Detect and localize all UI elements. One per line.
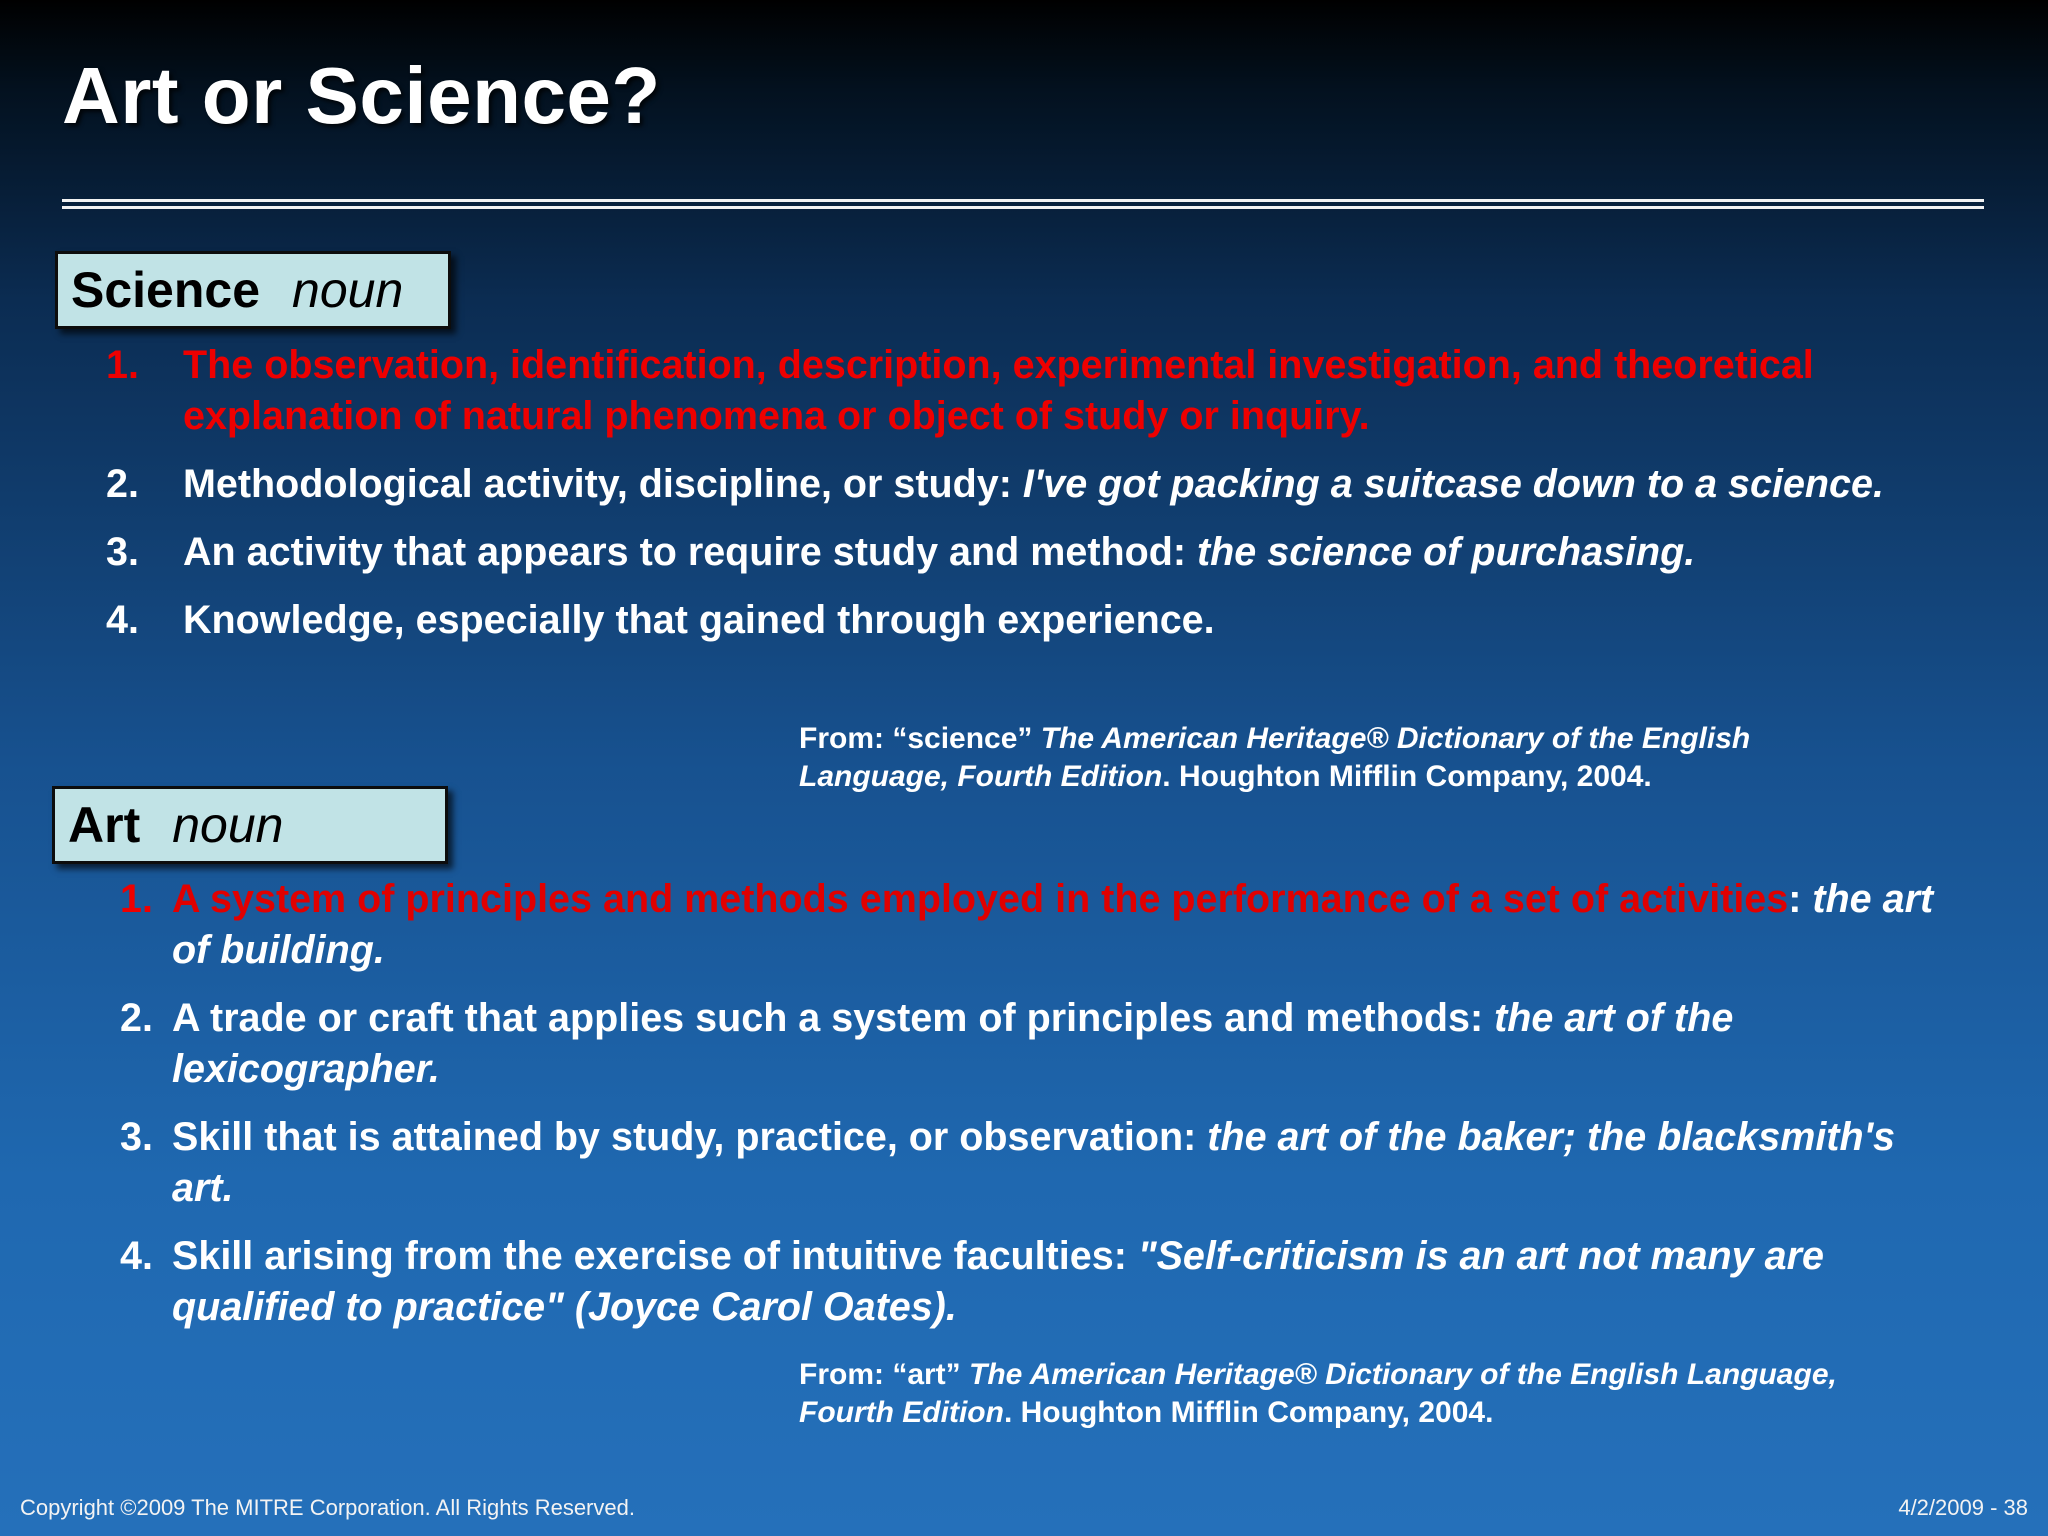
citation-prefix: From: “art”	[799, 1358, 970, 1391]
slide-title: Art or Science?	[62, 51, 661, 140]
art-citation	[799, 1356, 1899, 1432]
definition-number: 1.	[106, 343, 139, 387]
art-term-word: Art	[68, 797, 141, 853]
art-definitions-list	[120, 874, 1940, 1350]
definition-text: Skill that is attained by study, practice, or observation:	[172, 1115, 1208, 1159]
definition-number: 1.	[120, 877, 153, 921]
art-term-part-of-speech: noun	[172, 797, 284, 853]
citation-suffix: . Houghton Mifflin Company, 2004.	[1162, 760, 1652, 793]
definition-number: 3.	[106, 530, 139, 574]
citation-source: The American Heritage® Dictionary of the English Language, Fourth Edition	[799, 1358, 1837, 1429]
definition-text: Methodological activity, discipline, or study:	[183, 462, 1023, 506]
citation-source: The American Heritage® Dictionary of the English Language, Fourth Edition	[799, 722, 1751, 793]
copyright-notice: Copyright ©2009 The MITRE Corporation. All Rights Reserved.	[20, 1495, 635, 1520]
definition-text: Skill arising from the exercise of intuitive faculties:	[172, 1234, 1138, 1278]
slide-date-page-number: 4/2/2009 - 38	[1898, 1495, 2028, 1520]
art-definition-1	[120, 874, 1940, 976]
definition-number: 2.	[106, 462, 139, 506]
definition-number: 4.	[106, 598, 139, 642]
science-term-box	[55, 251, 451, 329]
definition-text: A system of principles and methods employed in the performance of a set of activities	[172, 877, 1789, 921]
science-definition-1	[106, 340, 1926, 442]
science-definitions-list	[106, 340, 1926, 663]
title-divider-bottom	[62, 206, 1984, 209]
science-term-part-of-speech: noun	[292, 262, 404, 318]
science-term-word: Science	[71, 262, 261, 318]
art-definition-2	[120, 993, 1940, 1095]
definition-number: 2.	[120, 996, 153, 1040]
art-definition-3	[120, 1112, 1940, 1214]
definition-number: 3.	[120, 1115, 153, 1159]
citation-suffix: . Houghton Mifflin Company, 2004.	[1003, 1396, 1494, 1429]
definition-example: the art of the lexicographer.	[172, 996, 1734, 1091]
art-definition-4	[120, 1231, 1940, 1333]
definition-example: the science of purchasing.	[1197, 530, 1696, 574]
definition-number: 4.	[120, 1234, 153, 1278]
definition-text: An activity that appears to require study and method:	[183, 530, 1198, 574]
science-citation	[799, 720, 1899, 796]
definition-separator: :	[1788, 877, 1813, 921]
science-definition-2	[106, 459, 1926, 510]
definition-text: A trade or craft that applies such a system of principles and methods:	[172, 996, 1495, 1040]
definition-text: Knowledge, especially that gained through experience.	[183, 598, 1215, 642]
definition-example: "Self-criticism is an art not many are qualified to practice" (Joyce Carol Oates).	[172, 1234, 1824, 1329]
definition-example: I've got packing a suitcase down to a science.	[1022, 462, 1884, 506]
definition-example: the art of the baker; the blacksmith's art.	[172, 1115, 1895, 1210]
title-divider-top	[62, 199, 1984, 202]
science-definition-3	[106, 527, 1926, 578]
definition-text: The observation, identification, description, experimental investigation, and theoretical explanation of natural phenomena or object of study or inquiry.	[183, 343, 1814, 438]
art-term-box	[52, 786, 448, 864]
citation-prefix: From: “science”	[799, 722, 1041, 755]
definition-example: the art of building.	[172, 877, 1934, 972]
science-definition-4	[106, 595, 1926, 646]
